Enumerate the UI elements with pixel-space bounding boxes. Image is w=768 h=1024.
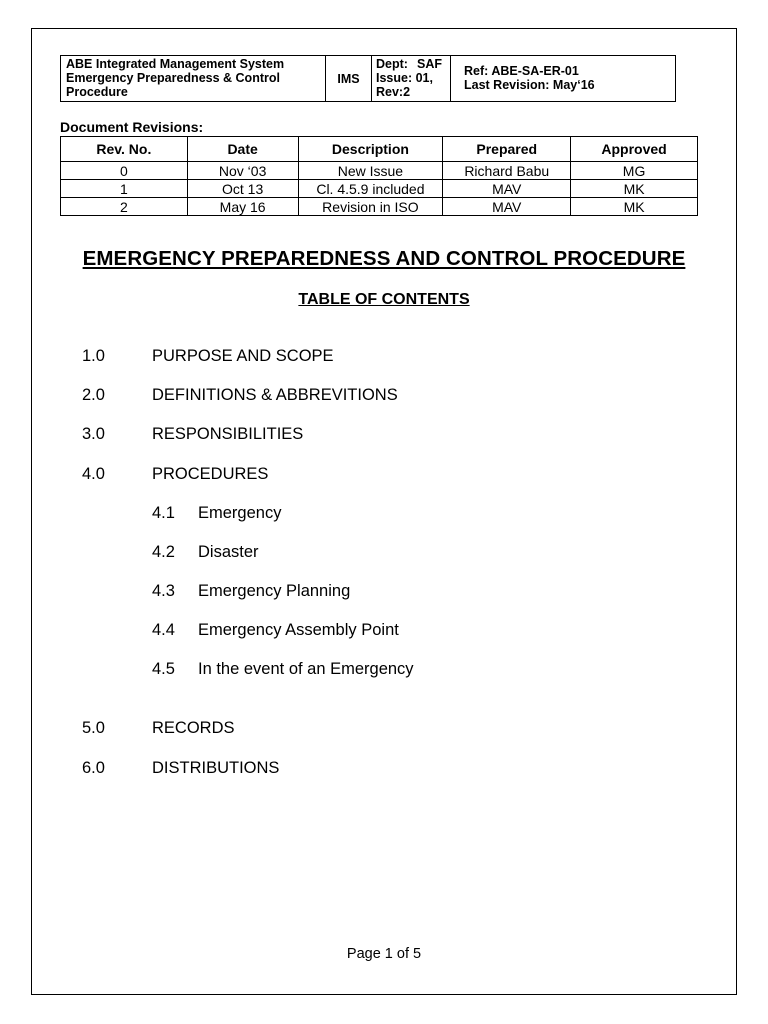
toc-number: 4.3 — [152, 582, 175, 600]
table-row — [61, 162, 698, 180]
toc-number: 4.2 — [152, 543, 175, 561]
table-header-row — [61, 137, 698, 162]
toc-subitem — [152, 621, 399, 640]
column-header: Description — [298, 137, 443, 162]
header-title-line: ABE Integrated Management System — [66, 57, 285, 71]
toc-number: 2.0 — [82, 386, 105, 404]
toc-text: RECORDS — [152, 719, 235, 737]
table-row — [61, 180, 698, 198]
table-cell: 0 — [61, 162, 188, 180]
column-header: Date — [187, 137, 298, 162]
toc-number: 4.1 — [152, 504, 175, 522]
table-cell: Richard Babu — [443, 162, 571, 180]
table-cell: MK — [571, 180, 698, 198]
table-cell: Nov ‘03 — [187, 162, 298, 180]
column-header: Rev. No. — [61, 137, 188, 162]
page-number: Page 1 of 5 — [346, 946, 422, 962]
toc-number: 5.0 — [82, 719, 105, 737]
table-cell: MAV — [443, 198, 571, 216]
header-system: IMS — [326, 56, 372, 101]
toc-item — [82, 465, 269, 484]
table-cell: Revision in ISO — [298, 198, 443, 216]
header-ref: Ref: ABE-SA-ER-01 — [464, 64, 579, 78]
document-title: EMERGENCY PREPAREDNESS AND CONTROL PROCEDURE — [82, 247, 686, 270]
toc-text: DEFINITIONS & ABBREVITIONS — [152, 386, 398, 404]
toc-number: 4.5 — [152, 660, 175, 678]
toc-text: Disaster — [198, 543, 259, 561]
toc-subitem — [152, 660, 414, 679]
table-cell: MG — [571, 162, 698, 180]
header-dept-label: Dept: — [376, 57, 408, 71]
toc-item — [82, 347, 334, 366]
table-cell: Oct 13 — [187, 180, 298, 198]
toc-item — [82, 719, 235, 738]
header-title-line: Procedure — [66, 85, 128, 99]
toc-item — [82, 386, 398, 405]
header-title-line: Emergency Preparedness & Control — [66, 71, 280, 85]
toc-number: 1.0 — [82, 347, 105, 365]
header-last-revision: Last Revision: May‘16 — [464, 78, 595, 92]
toc-text: PROCEDURES — [152, 465, 269, 483]
header-dept-value: SAF — [417, 57, 442, 71]
toc-text: In the event of an Emergency — [198, 660, 414, 678]
toc-item — [82, 759, 280, 778]
column-header: Prepared — [443, 137, 571, 162]
column-header: Approved — [571, 137, 698, 162]
toc-text: Emergency — [198, 504, 282, 522]
revisions-table — [60, 136, 698, 216]
toc-text: Emergency Assembly Point — [198, 621, 399, 639]
toc-number: 4.4 — [152, 621, 175, 639]
toc-text: DISTRIBUTIONS — [152, 759, 280, 777]
table-cell: New Issue — [298, 162, 443, 180]
table-cell: MK — [571, 198, 698, 216]
toc-text: RESPONSIBILITIES — [152, 425, 304, 443]
document-header — [60, 55, 676, 102]
toc-number: 3.0 — [82, 425, 105, 443]
toc-text: PURPOSE AND SCOPE — [152, 347, 334, 365]
toc-number: 4.0 — [82, 465, 105, 483]
toc-subitem — [152, 582, 351, 601]
header-issue: Issue: 01, — [376, 71, 433, 85]
header-ref-block — [451, 56, 675, 101]
table-cell: Cl. 4.5.9 included — [298, 180, 443, 198]
toc-heading: TABLE OF CONTENTS — [298, 291, 470, 308]
table-cell: May 16 — [187, 198, 298, 216]
toc-subitem — [152, 504, 282, 523]
revisions-heading: Document Revisions: — [60, 119, 204, 135]
table-cell: 2 — [61, 198, 188, 216]
table-cell: MAV — [443, 180, 571, 198]
table-row — [61, 198, 698, 216]
header-rev: Rev:2 — [376, 85, 411, 99]
toc-subitem — [152, 543, 259, 562]
toc-text: Emergency Planning — [198, 582, 351, 600]
header-dept — [376, 57, 450, 71]
table-cell: 1 — [61, 180, 188, 198]
header-title — [61, 56, 326, 101]
header-dept-block — [372, 56, 451, 101]
toc-number: 6.0 — [82, 759, 105, 777]
toc-item — [82, 425, 304, 444]
